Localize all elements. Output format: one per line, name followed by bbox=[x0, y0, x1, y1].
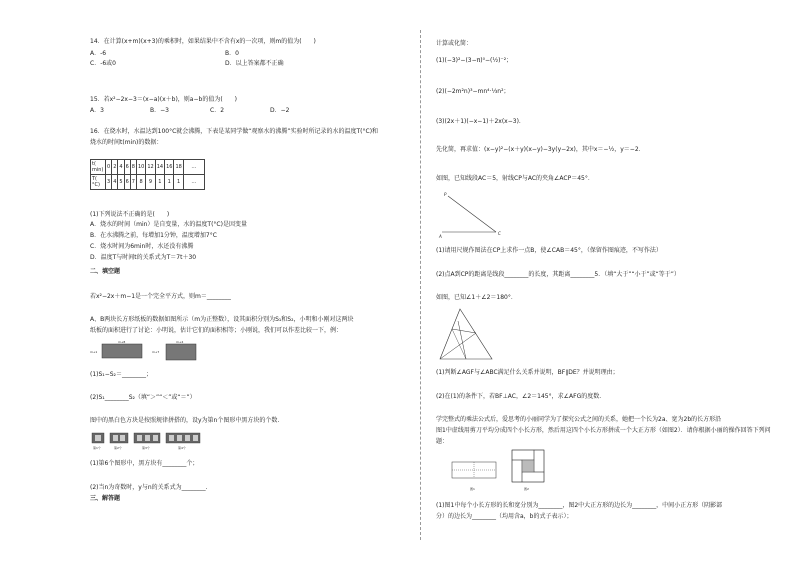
fill-question-3-part1: (1)第6个图形中，黑方块有________个； bbox=[90, 460, 199, 467]
figure-1 bbox=[452, 462, 496, 491]
line-gf bbox=[452, 329, 476, 333]
question-16-line1: 16．在烧水时，水温达到100°C就会沸腾，下表是某同学做“观察水的沸腾”实验时所记录的水的温度T(°C)和 bbox=[90, 128, 379, 135]
pattern-label: 第4个 bbox=[178, 446, 186, 450]
table-cell: 2 bbox=[112, 160, 118, 175]
line-de bbox=[458, 321, 466, 359]
fill-question-2-part2: (2)S₁________S₂（填“＞”“＜”或“＝”） bbox=[90, 394, 196, 401]
geometry-question-2-part1: (1)判断∠AGF与∠ABC满足什么关系并说明，BF∥DE？并说明理由； bbox=[436, 369, 619, 376]
table-cell: 1 bbox=[165, 175, 174, 190]
shaded-square bbox=[522, 460, 534, 472]
calc-2: (2)(−2m²n)³−mn⁴·⅓n²； bbox=[436, 88, 510, 95]
point-c-label: C bbox=[498, 231, 501, 236]
pattern-label: 第2个 bbox=[114, 446, 122, 450]
point-a-label: A bbox=[439, 234, 442, 239]
geometry-question-1: 如图，已知线段AC＝5，射线CP与AC的夹角∠ACP＝45°． bbox=[436, 175, 594, 182]
table-cell: 10 bbox=[136, 160, 145, 175]
pattern-label: 第1个 bbox=[93, 446, 101, 450]
q14-option-b: B．0 bbox=[225, 50, 239, 57]
table-cell: 7 bbox=[130, 175, 136, 190]
rect-a-side-label: m+1 bbox=[90, 350, 98, 354]
geometry-question-1-part1: (1)请用尺规作图法在CP上求作一点B，使∠CAB＝45°，（保留作图痕迹，不写作法） bbox=[436, 247, 662, 254]
q15-option-b: B．−3 bbox=[150, 107, 169, 114]
section-answer: 三、解答题 bbox=[90, 495, 121, 502]
q15-option-a: A．3 bbox=[90, 107, 104, 114]
table-row bbox=[91, 175, 205, 190]
table-cell: … bbox=[183, 160, 204, 175]
fill-question-3-part2: (2)当n为奇数时，y与n的关系式为________. bbox=[90, 484, 208, 491]
pattern-label: 第3个 bbox=[142, 446, 150, 450]
fill-question-2-line2: 纸板的面积进行了讨论：小明说，估计它们的面积相等；小刚说，我们可以作差比较一下，例： bbox=[90, 327, 343, 334]
q15-option-d: D．−2 bbox=[270, 107, 290, 114]
rectangles-figure bbox=[90, 338, 200, 362]
rectangle-b bbox=[166, 344, 196, 360]
q14-option-a: A．-6 bbox=[90, 50, 107, 57]
table-cell: 5 bbox=[118, 175, 124, 190]
calc-3: (3)(2x＋1)(−x−1)＋2x(x−3). bbox=[436, 118, 521, 125]
rectangle-a bbox=[102, 344, 142, 358]
pattern-figure bbox=[90, 431, 220, 451]
point-p-label: P bbox=[444, 192, 447, 197]
table-cell: 8 bbox=[136, 175, 145, 190]
table-cell: 0 bbox=[106, 160, 112, 175]
rect-b-top-label: m+4 bbox=[176, 340, 184, 344]
pattern-2 bbox=[110, 433, 128, 443]
q15-option-c: C．2 bbox=[210, 107, 225, 114]
table-cell: 12 bbox=[146, 160, 155, 175]
math-question-part1-line1: (1)图1中每个小长方形的长和宽分别为________，图2中大正方形的边长为________，中间小正方形（阴影部 bbox=[436, 502, 723, 509]
q16-option-c: C．烧水时间为6min时，水还没有沸腾 bbox=[90, 243, 194, 250]
table-cell: 4 bbox=[118, 160, 124, 175]
question-15: 15．若x²−2x−3＝(x−a)(x＋b)，则a−b的值为( ) bbox=[90, 96, 238, 103]
math-question-line2: 图1中虚线用剪刀平均分成四个小长方形，然后用这四个小长方形拼成一个大正方形（如图2）．请你根据小丽的操作回答下列问 bbox=[436, 427, 771, 434]
table-cell: 4 bbox=[112, 175, 118, 190]
question-14: 14．在计算(x+m)(x+3)的乘积时，如果结果中不含有x的一次项，则m的值为( ) bbox=[90, 38, 316, 45]
table-row bbox=[91, 160, 205, 175]
q14-option-d: D．以上答案都不正确 bbox=[225, 60, 284, 67]
fill-question-3: 图中的黑白色方块是按照规律拼搭的，设y为第n个图形中黑方块的个数. bbox=[90, 417, 280, 424]
table-cell: 6 bbox=[124, 160, 130, 175]
question-16-part1: (1)下列说法不正确的是( ) bbox=[90, 211, 170, 218]
figure-1-label: 图1 bbox=[470, 487, 475, 491]
simplify-question: 先化简，再求值：(x−y)²−(x＋y)(x−y)−3y(y−2x)，其中x＝−½，y＝−2． bbox=[436, 146, 645, 153]
rect-a-top-label: m+8 bbox=[118, 340, 126, 344]
table-cell: 16 bbox=[165, 160, 174, 175]
rectangle-figures bbox=[450, 446, 570, 498]
table-cell: T( °C) bbox=[91, 175, 106, 190]
rect-b-side-label: m+7 bbox=[152, 350, 160, 354]
table-cell: 3 bbox=[106, 175, 112, 190]
table-cell: 1 bbox=[155, 175, 164, 190]
table-cell: t( min) bbox=[91, 160, 106, 175]
fill-question-2-part1: (1)S₁−S₂＝________； bbox=[90, 371, 152, 378]
table-cell: 1 bbox=[174, 175, 183, 190]
q16-option-d: D．温度T与时间t的关系式为T＝7t＋30 bbox=[90, 254, 197, 261]
math-question-part1-line2: 分）的边长为________（均用含a，b的式子表示）； bbox=[436, 513, 573, 520]
q16-option-b: B．在水沸腾之前，每增加1分钟，温度增加7°C bbox=[90, 232, 217, 239]
table-cell: 18 bbox=[174, 160, 183, 175]
angle-figure bbox=[436, 188, 516, 240]
pattern-4 bbox=[166, 433, 200, 443]
q16-option-a: A．烧水的时间（min）是自变量，水的温度T(°C)是因变量 bbox=[90, 221, 247, 228]
table-cell: … bbox=[183, 175, 204, 190]
geometry-question-1-part2: (2)点A到CP的距离是线段________的长度，其距离________5．（填“大于”“小于”或“等于”） bbox=[436, 271, 680, 278]
math-question-line3: 题： bbox=[436, 438, 449, 445]
calc-1: (1)(−3)²−(3−π)⁰−(½)⁻²； bbox=[436, 57, 513, 64]
question-16-line2: 烧水的时间t(min)的数据： bbox=[90, 139, 163, 146]
figure-2-label: 图2 bbox=[524, 487, 529, 491]
data-table bbox=[90, 159, 205, 190]
table-cell: 6 bbox=[124, 175, 130, 190]
math-question-line1: 学完整式的乘法公式后，爱思考的小丽同学为了探究公式之间的关系，她把一个长为2a、宽为2b的长方形沿 bbox=[436, 416, 722, 423]
figure-2 bbox=[512, 450, 544, 491]
pattern-3 bbox=[134, 433, 160, 443]
section-fill-in: 二、填空题 bbox=[90, 268, 121, 275]
column-divider bbox=[420, 30, 421, 540]
triangle-abc bbox=[440, 309, 492, 359]
fill-question-1: 若x²−2x＋m−1是一个完全平方式，则m＝________ bbox=[90, 293, 231, 300]
table-cell: 14 bbox=[155, 160, 164, 175]
geometry-question-2: 如图，已知∠1＋∠2＝180°． bbox=[436, 294, 517, 301]
line-aux bbox=[452, 329, 466, 359]
calc-heading: 计算或化简： bbox=[436, 40, 473, 47]
table-cell: 8 bbox=[130, 160, 136, 175]
q14-option-c: C．-6或0 bbox=[90, 60, 116, 67]
fill-question-2-line1: A、B两块长方形纸板的数据如图所示（m为正整数），设其面积分别为S₁和S₂，小明和小刚对这两块 bbox=[90, 316, 354, 323]
triangle-figure bbox=[436, 305, 496, 363]
ray-cp bbox=[448, 196, 496, 232]
table-cell: 9 bbox=[146, 175, 155, 190]
geometry-question-2-part2: (2)在(1)的条件下，若BF⊥AC，∠2＝145°，求∠AFG的度数. bbox=[436, 393, 602, 400]
pattern-1 bbox=[92, 433, 104, 443]
